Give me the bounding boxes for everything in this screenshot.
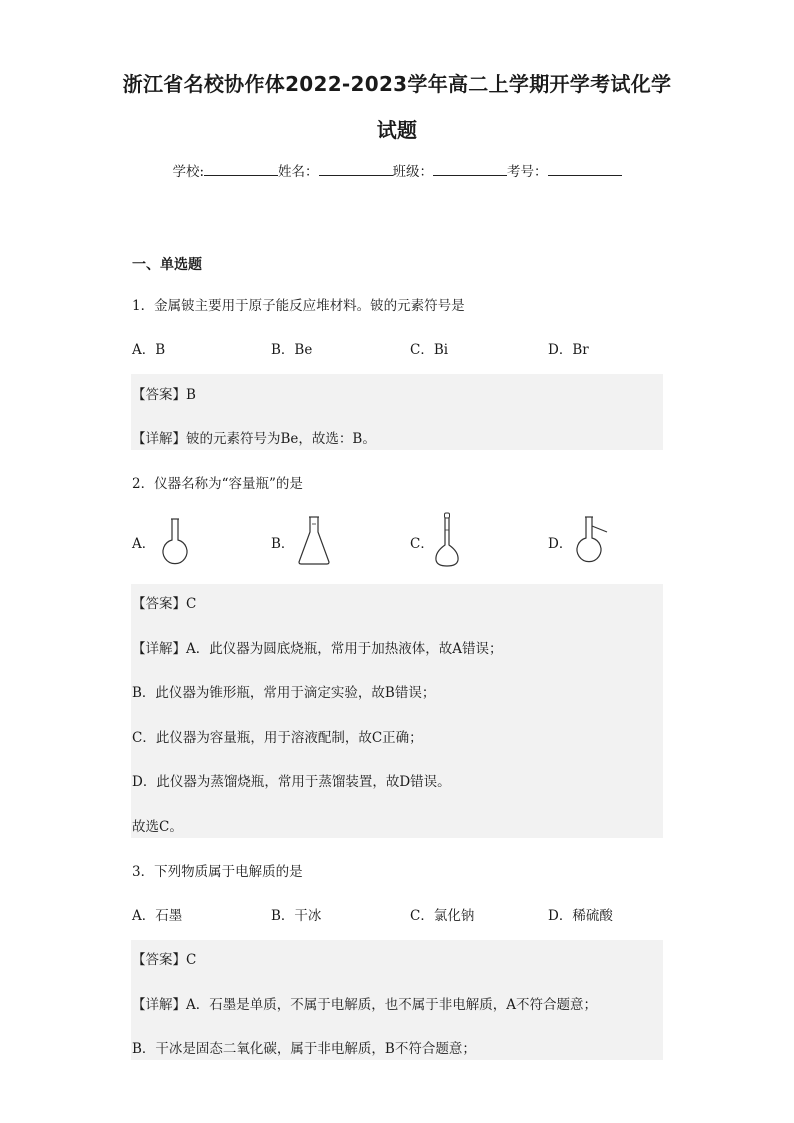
name-blank <box>319 163 393 176</box>
q1-option-d: D．Br <box>548 342 589 358</box>
student-info <box>0 160 794 180</box>
q2-answer: 【答案】C <box>132 596 197 612</box>
school-blank <box>204 163 278 176</box>
q3-option-a: A．石墨 <box>132 908 183 924</box>
question-3-stem: 3．下列物质属于电解质的是 <box>132 864 303 880</box>
q1-option-a: A．B <box>132 342 166 358</box>
question-1-stem: 1．金属铍主要用于原子能反应堆材料。铍的元素符号是 <box>132 298 465 314</box>
q2-conclusion: 故选C。 <box>132 819 183 835</box>
q3-option-d: D．稀硫酸 <box>548 908 613 924</box>
q2-option-b: B． <box>271 536 295 552</box>
q3-option-c: C．氯化钠 <box>410 908 475 924</box>
class-blank <box>433 163 507 176</box>
school-label: 学校: <box>172 164 205 180</box>
q3-explain-b: B．干冰是固态二氧化碳，属于非电解质，B不符合题意； <box>132 1041 476 1057</box>
q2-option-c: C． <box>410 536 434 552</box>
number-label: 考号： <box>507 164 548 180</box>
q1-option-c: C．Bi <box>410 342 449 358</box>
q3-explain-a: 【详解】A．石墨是单质，不属于电解质，也不属于非电解质，A不符合题意； <box>132 997 597 1013</box>
q3-answer: 【答案】C <box>132 952 197 968</box>
name-label: 姓名： <box>278 164 319 180</box>
q3-option-b: B．干冰 <box>271 908 322 924</box>
number-blank <box>548 163 622 176</box>
round-bottom-flask-icon <box>160 516 190 568</box>
q2-explain-b: B．此仪器为锥形瓶，常用于滴定实验，故B错误； <box>132 685 436 701</box>
q2-answer-block <box>131 584 663 838</box>
doc-title-line2: 试题 <box>376 118 418 142</box>
q1-explain: 【详解】铍的元素符号为Be，故选：B。 <box>132 431 376 447</box>
section-heading: 一、单选题 <box>132 257 202 273</box>
volumetric-flask-icon <box>432 512 462 568</box>
distilling-flask-icon <box>574 514 612 566</box>
q2-explain-c: C．此仪器为容量瓶，用于溶液配制，故C正确； <box>132 730 423 746</box>
doc-title-line1: 浙江省名校协作体2022-2023学年高二上学期开学考试化学 <box>122 72 672 96</box>
erlenmeyer-flask-icon <box>296 514 332 566</box>
class-label: 班级： <box>392 164 434 180</box>
q1-option-b: B．Be <box>271 342 313 358</box>
q2-option-d: D． <box>548 536 573 552</box>
q1-answer: 【答案】B <box>132 387 196 403</box>
q2-explain-d: D．此仪器为蒸馏烧瓶，常用于蒸馏装置，故D错误。 <box>132 774 451 790</box>
q2-explain-a: 【详解】A．此仪器为圆底烧瓶，常用于加热液体，故A错误； <box>132 641 503 657</box>
q2-option-a: A． <box>132 536 156 552</box>
question-2-stem: 2．仪器名称为“容量瓶”的是 <box>132 476 303 492</box>
